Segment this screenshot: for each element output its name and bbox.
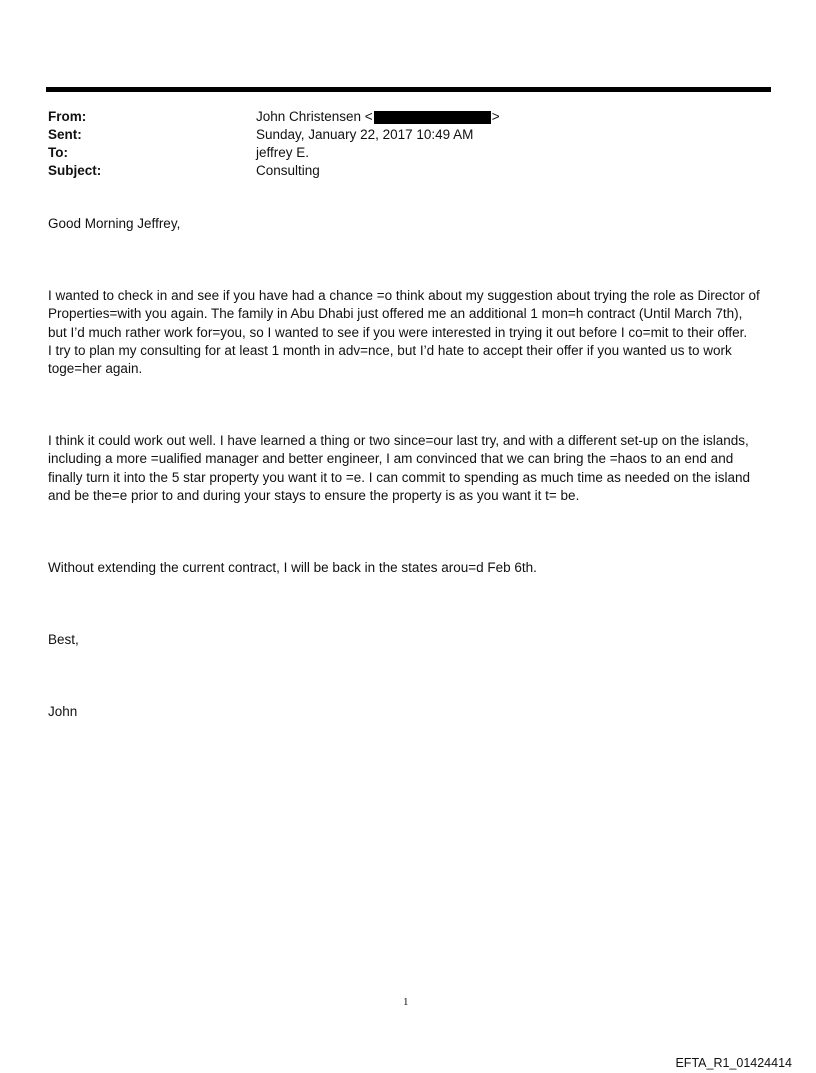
redaction-box — [374, 111, 491, 124]
email-header — [48, 108, 748, 180]
body-paragraph-1: I wanted to check in and see if you have had a chance =o think about my suggestion about trying the role as Director of Properties=with you again. The family in Abu Dhabi just offered me an additional 1 mon=h contract (Until March 7th), but I’d much rather work for=you, so I wanted to see if you were interested in trying it out before I co=mit to their offer. I try to plan my consulting for at least 1 month in adv=nce, but I’d hate to accept their offer if you wanted us to work toge=her again. — [48, 288, 760, 377]
to-row — [48, 144, 748, 162]
subject-label: Subject: — [48, 163, 102, 178]
sent-row — [48, 126, 748, 144]
body-paragraph-2: I think it could work out well. I have learned a thing or two since=our last try, and with a different set-up on the islands, including a more =ualified manager and better engineer, I am convinced that we can bring the =haos to an end and finally turn it into the 5 star property you want it to =e. I can commit to spending as much time as needed on the island and be the=e prior to and during your stays to ensure the property is as you want it t= be. — [48, 433, 751, 503]
from-sender: John Christensen < — [256, 109, 373, 124]
from-close-bracket: > — [491, 109, 500, 124]
signature: John — [48, 704, 78, 720]
sent-value: Sunday, January 22, 2017 10:49 AM — [256, 127, 474, 142]
from-value — [256, 108, 500, 126]
subject-row — [48, 162, 748, 180]
from-label: From: — [48, 109, 87, 124]
to-label: To: — [48, 145, 68, 160]
body-paragraph-3: Without extending the current contract, I will be back in the states arou=d Feb 6th. — [48, 560, 537, 576]
subject-value: Consulting — [256, 163, 320, 178]
email-body — [48, 215, 773, 722]
closing: Best, — [48, 632, 79, 648]
to-value: jeffrey E. — [256, 145, 310, 160]
greeting: Good Morning Jeffrey, — [48, 216, 181, 231]
page-number: 1 — [403, 996, 409, 1008]
from-row — [48, 108, 748, 126]
header-divider — [46, 87, 771, 92]
bates-number: EFTA_R1_01424414 — [675, 1056, 792, 1070]
sent-label: Sent: — [48, 127, 82, 142]
